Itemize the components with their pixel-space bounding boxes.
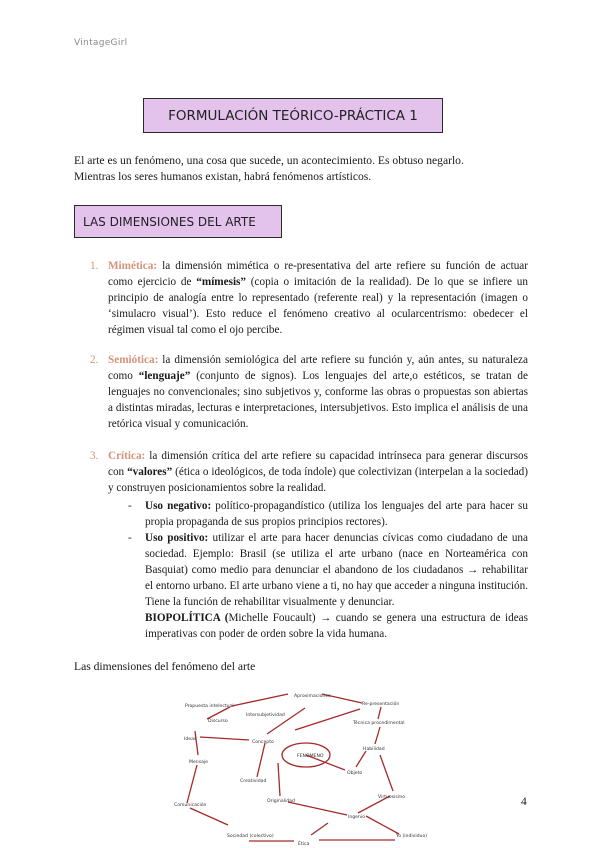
node-tecnica: Técnica procedimental: [353, 721, 405, 726]
node-objeto: Objeto: [347, 771, 363, 776]
item-text: (conjunto de signos). Los lenguajes del arte,o estéticos, se tratan de lenguajes no convencionales; sino subjetivos y, conforme las obras o propuestas son abiertas a distintas miradas, lecturas e interpretaciones, intersubjetivos. Esto implica el análisis de una retórica visual y comunicación.: [108, 370, 528, 430]
node-intersubjetividad: Intersubjetividad: [246, 713, 285, 718]
node-ingenio: Ingenio: [348, 815, 366, 820]
item-text: la dimensión semiológica del arte refiere su función y, aún antes, su naturaleza como: [108, 354, 528, 382]
node-habilidad: Habilidad: [363, 747, 385, 752]
biopolitica-author: Michelle Foucault): [228, 612, 316, 624]
key-term: “mímesis”: [196, 276, 246, 288]
intro-line: Mientras los seres humanos existan, habrá fenómenos artísticos.: [74, 170, 372, 183]
item-text: la dimensión mimética o re-presentativa del arte refiere su función de actuar como ejercicio de: [108, 260, 528, 288]
node-yo: Yo (individuo): [396, 834, 428, 839]
term-label: Semiótica:: [108, 354, 159, 366]
node-originalidad: Originalidad: [267, 799, 295, 804]
biopolitica-text: → cuando se genera una estructura de ideas imperativas con poder de orden sobre la vida humana.: [145, 612, 528, 640]
biopolitica-label: BIOPOLÍTICA (: [145, 612, 229, 624]
key-term: “valores”: [127, 466, 173, 478]
intro-paragraph: [74, 153, 530, 185]
node-representacion: Re-presentación: [362, 702, 400, 707]
node-concepto: Concepto: [252, 740, 274, 745]
node-propuesta: Propuesta intelectual: [185, 704, 234, 709]
subitem-label: Uso positivo:: [145, 532, 209, 544]
list-item-mimetica: [90, 258, 528, 338]
term-label: Mimética:: [108, 260, 158, 272]
brand-watermark: VintageGirl: [74, 38, 128, 48]
list-number: 3.: [90, 450, 99, 462]
subitem-label: Uso negativo:: [145, 500, 212, 512]
term-label: Crítica:: [108, 450, 146, 462]
list-number: 1.: [90, 260, 99, 272]
node-ideas: Ideas: [184, 737, 197, 742]
item-text: (ética o ideológicos, de toda índole) que colectivizan (interpelan a la sociedad) y construyen posicionamientos sobre la realidad.: [108, 466, 528, 494]
node-etica: Ética: [298, 842, 310, 847]
item-text: la dimensión crítica del arte refiere su capacidad intrínseca para generar discursos con: [108, 450, 528, 478]
node-mensaje: Mensaje: [189, 760, 209, 765]
list-item-semiotica: [90, 352, 528, 432]
node-sociedad: Sociedad (colectivo): [227, 834, 274, 839]
node-aproximaciones: Aproximaciones: [294, 694, 331, 699]
dash-bullet: -: [128, 532, 132, 544]
section-title: LAS DIMENSIONES DEL ARTE: [74, 205, 282, 238]
item-text: (copia o imitación de la realidad). De lo que se infiere un principio de analogía entre lo representado (referente real) y la representación (imagen o ‘simulacro visual’). Esto reduce el fenómeno creativo al ocularcentrismo: obedecer el régimen visual tal como el ojo percibe.: [108, 276, 528, 336]
page-title: FORMULACIÓN TEÓRICO-PRÁCTICA 1: [143, 98, 443, 133]
node-creatividad: Creatividad: [240, 779, 267, 784]
node-virtuosismo: Virtuosismo: [378, 795, 406, 800]
list-item-critica: [90, 448, 528, 496]
dash-bullet: -: [128, 500, 132, 512]
subitem-text: utilizar el arte para hacer denuncias cívicas como ciudadano de una sociedad. Ejemplo: Brasil (se utiliza el arte urbano (nace en Norteamérica con Basquiat) como medio para denunciar el abandono de los ciudadanos → rehabilitar el entorno urbano. El arte urbano viene a ti, no hay que acceder a ninguna institución. Tiene la función de rehabilitar visualmente y denunciar.: [145, 532, 528, 608]
intro-line: El arte es un fenómeno, una cosa que sucede, un acontecimiento. Es obtuso negarlo.: [74, 154, 464, 167]
biopolitica-paragraph: [145, 610, 528, 642]
subitem-text: político-propagandístico (utiliza los lenguajes del arte para hacer su propia propaganda de sus propios principios rectores).: [145, 500, 528, 528]
node-discurso: Discurso: [208, 719, 228, 724]
list-number: 2.: [90, 354, 99, 366]
subitem-uso-positivo: [128, 530, 528, 610]
key-term: “lenguaje”: [138, 370, 191, 382]
node-comunicacion: Comunicación: [174, 803, 207, 808]
figure-caption: Las dimensiones del fenómeno del arte: [74, 660, 256, 673]
page-number: 4: [521, 796, 527, 808]
concept-map-diagram: [170, 685, 440, 848]
node-fenomeno: FENÓMENO: [297, 754, 324, 759]
connector-lines: [187, 694, 399, 841]
subitem-uso-negativo: [128, 498, 528, 530]
